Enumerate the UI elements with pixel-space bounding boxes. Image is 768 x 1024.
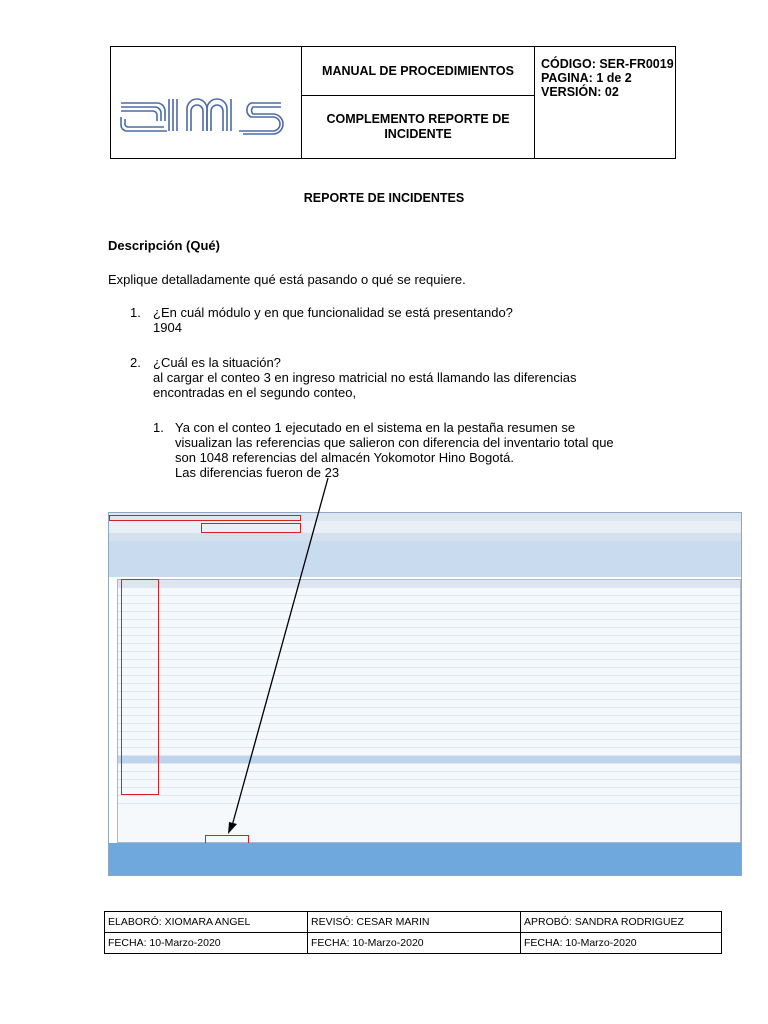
date-reviewed: FECHA: 10-Marzo-2020 bbox=[308, 933, 521, 954]
approval-footer bbox=[104, 911, 722, 954]
item-1-question: ¿En cuál módulo y en que funcionalidad se está presentando? bbox=[153, 305, 513, 320]
item-1-answer: 1904 bbox=[153, 320, 182, 335]
elaborated-by: ELABORÓ: XIOMARA ANGEL bbox=[105, 912, 308, 933]
subject-title: COMPLEMENTO REPORTE DE INCIDENTE bbox=[326, 112, 510, 141]
section-heading: Descripción (Qué) bbox=[108, 238, 220, 253]
report-title: REPORTE DE INCIDENTES bbox=[303, 191, 465, 205]
subitem-number: 1. bbox=[153, 420, 164, 435]
intro-text: Explique detalladamente qué está pasando o qué se requiere. bbox=[108, 272, 466, 287]
document-code: CÓDIGO: SER-FR0019 bbox=[541, 57, 674, 71]
document-version: VERSIÓN: 02 bbox=[541, 85, 619, 99]
subitem-line2: visualizan las referencias que salieron con diferencia del inventario total que bbox=[175, 435, 614, 450]
item-2-answer-line1: al cargar el conteo 3 en ingreso matricial no está llamando las diferencias bbox=[153, 370, 577, 385]
item-1-number: 1. bbox=[130, 305, 141, 320]
date-elaborated: FECHA: 10-Marzo-2020 bbox=[105, 933, 308, 954]
reviewed-by: REVISÓ: CESAR MARIN bbox=[308, 912, 521, 933]
approved-by: APROBÓ: SANDRA RODRIGUEZ bbox=[521, 912, 722, 933]
item-2-question: ¿Cuál es la situación? bbox=[153, 355, 281, 370]
item-2-number: 2. bbox=[130, 355, 141, 370]
subitem-line4: Las diferencias fueron de 23 bbox=[175, 465, 340, 480]
page-number: PAGINA: 1 de 2 bbox=[541, 71, 632, 85]
manual-title: MANUAL DE PROCEDIMIENTOS bbox=[322, 64, 514, 78]
item-2-answer-line2: encontradas en el segundo conteo, bbox=[153, 385, 357, 400]
date-approved: FECHA: 10-Marzo-2020 bbox=[521, 933, 722, 954]
subitem-line1: Ya con el conteo 1 ejecutado en el sistema en la pestaña resumen se bbox=[175, 420, 576, 435]
subitem-line3: son 1048 referencias del almacén Yokomotor Hino Bogotá. bbox=[175, 450, 514, 465]
